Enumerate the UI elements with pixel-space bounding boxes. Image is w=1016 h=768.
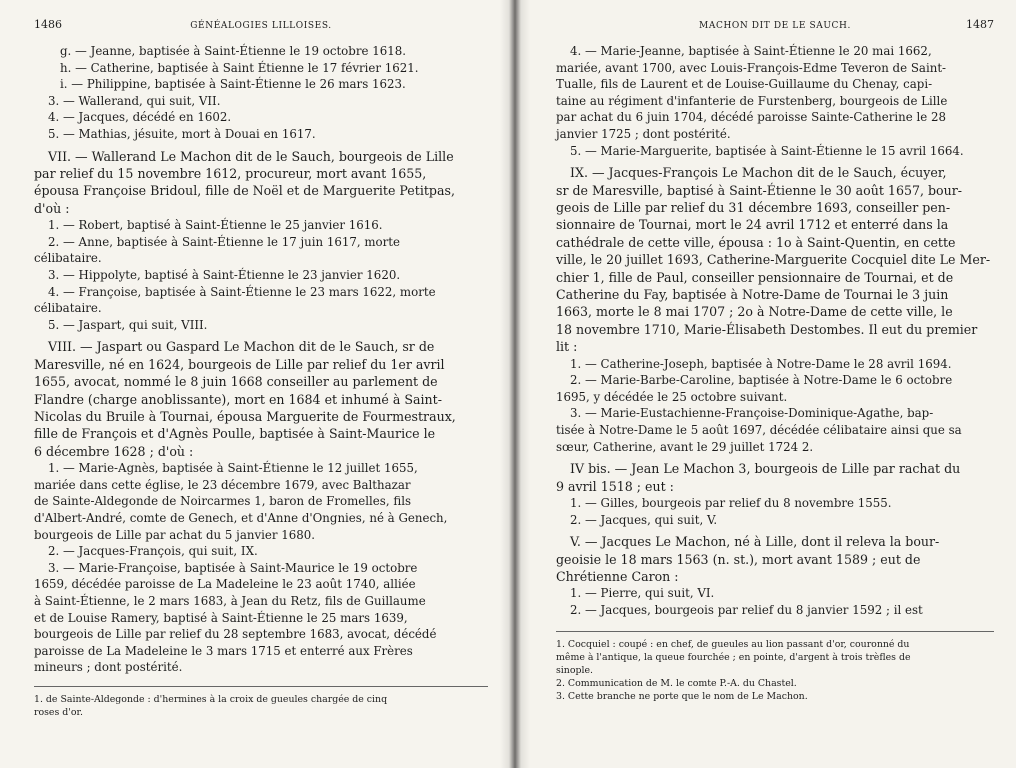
text-line: 3. — Marie-Françoise, baptisée à Saint-Maurice le 19 octobre <box>48 560 418 575</box>
left-body <box>34 43 488 676</box>
text-line: mariée, avant 1700, avec Louis-François-Edme Teveron de Saint- <box>556 60 947 75</box>
text-line: célibataire. <box>34 251 102 266</box>
text-line: 1. — Catherine-Joseph, baptisée à Notre-Dame le 28 avril 1694. <box>570 356 952 371</box>
text-line: i. — Philippine, baptisée à Saint-Étienne le 26 mars 1623. <box>60 77 406 92</box>
text-line: épousa Françoise Bridoul, fille de Noël et de Marguerite Petitpas, <box>34 183 455 199</box>
text-line: bourgeois de Lille par achat du 5 janvier 1680. <box>34 527 316 542</box>
text-line: 9 avril 1518 ; eut : <box>556 478 674 494</box>
text-line: 6 décembre 1628 ; d'où : <box>34 443 194 459</box>
text-line: d'Albert-André, comte de Genech, et d'Anne d'Ongnies, né à Genech, <box>34 510 448 525</box>
text-line: 1. — Gilles, bourgeois par relief du 8 novembre 1555. <box>570 496 892 510</box>
text-line: sr de Maresville, baptisé à Saint-Étienne le 30 août 1657, bour- <box>556 182 963 198</box>
text-line: à Saint-Étienne, le 2 mars 1683, à Jean du Retz, fils de Guillaume <box>34 593 426 608</box>
text-line: 1655, avocat, nommé le 8 juin 1668 conseiller au parlement de <box>34 374 438 390</box>
text-line: 1695, y décédée le 25 octobre suivant. <box>556 389 788 404</box>
left-running-head <box>34 18 488 31</box>
text-line: sœur, Catherine, avant le 29 juillet 1724 2. <box>556 439 814 454</box>
footnote-line: 1. de Sainte-Aldegonde : d'hermines à la croix de gueules chargée de cinq <box>34 693 388 705</box>
text-line: d'où : <box>34 200 70 216</box>
left-running-title: GÉNÉALOGIES LILLOISES. <box>190 21 332 31</box>
right-body <box>556 43 994 619</box>
text-line: 2. — Jacques, qui suit, V. <box>570 512 718 527</box>
text-line: par achat du 6 juin 1704, décédé paroisse Sainte-Catherine le 28 <box>556 110 946 125</box>
text-line: 5. — Mathias, jésuite, mort à Douai en 1617. <box>48 126 316 141</box>
text-line: 18 novembre 1710, Marie-Élisabeth Destombes. Il eut du premier <box>556 321 978 337</box>
text-line: ville, le 20 juillet 1693, Catherine-Marguerite Cocquiel dite Le Mer- <box>556 252 991 268</box>
text-line: 5. — Jaspart, qui suit, VIII. <box>48 317 208 332</box>
footnote-line: roses d'or. <box>34 706 83 718</box>
text-line: célibataire. <box>34 301 102 316</box>
text-line: 3. — Marie-Eustachienne-Françoise-Dominique-Agathe, bap- <box>570 406 934 421</box>
right-footnotes <box>556 638 994 703</box>
text-line: 2. — Jacques-François, qui suit, IX. <box>48 544 258 559</box>
text-line: par relief du 15 novembre 1612, procureur, mort avant 1655, <box>34 165 427 181</box>
text-line: 1663, morte le 8 mai 1707 ; 2o à Notre-Dame de cette ville, le <box>556 304 953 320</box>
right-page-number: 1487 <box>966 18 994 31</box>
left-footnote-rule <box>34 686 488 687</box>
text-line: 2. — Jacques, bourgeois par relief du 8 janvier 1592 ; il est <box>570 603 923 617</box>
text-line: V. — Jacques Le Machon, né à Lille, dont il releva la bour- <box>570 534 940 550</box>
text-line: mariée dans cette église, le 23 décembre 1679, avec Balthazar <box>34 477 411 492</box>
text-line: et de Louise Ramery, baptisé à Saint-Étienne le 25 mars 1639, <box>34 610 408 625</box>
text-line: mineurs ; dont postérité. <box>34 660 183 675</box>
text-line: 1. — Marie-Agnès, baptisée à Saint-Étienne le 12 juillet 1655, <box>48 461 418 476</box>
text-line: paroisse de La Madeleine le 3 mars 1715 et enterré aux Frères <box>34 643 413 658</box>
right-running-title: MACHON DIT DE LE SAUCH. <box>699 21 851 31</box>
text-line: janvier 1725 ; dont postérité. <box>556 126 731 141</box>
text-line: 2. — Marie-Barbe-Caroline, baptisée à Notre-Dame le 6 octobre <box>570 373 953 388</box>
text-line: VIII. — Jaspart ou Gaspard Le Machon dit de le Sauch, sr de <box>48 339 435 355</box>
text-line: IX. — Jacques-François Le Machon dit de le Sauch, écuyer, <box>570 165 947 181</box>
text-line: geois de Lille par relief du 31 décembre 1693, conseiller pen- <box>556 199 951 215</box>
left-footnotes <box>34 693 488 719</box>
text-line: 1659, décédée paroisse de La Madeleine le 23 août 1740, alliée <box>34 577 416 592</box>
text-line: 3. — Wallerand, qui suit, VII. <box>48 93 221 108</box>
text-line: Chrétienne Caron : <box>556 569 679 584</box>
text-line: Catherine du Fay, baptisée à Notre-Dame de Tournai le 3 juin <box>556 287 949 302</box>
text-line: VII. — Wallerand Le Machon dit de le Sauch, bourgeois de Lille <box>48 148 454 164</box>
text-line: 2. — Anne, baptisée à Saint-Étienne le 17 juin 1617, morte <box>48 234 401 249</box>
book-gutter <box>500 0 530 768</box>
text-line: de Sainte-Aldegonde de Noircarmes 1, baron de Fromelles, fils <box>34 494 412 509</box>
text-line: 5. — Marie-Marguerite, baptisée à Saint-Étienne le 15 avril 1664. <box>570 143 964 158</box>
footnote-line: même à l'antique, la queue fourchée ; en pointe, d'argent à trois trèfles de <box>556 651 911 663</box>
right-page <box>508 0 1016 768</box>
text-line: taine au régiment d'infanterie de Furstenberg, bourgeois de Lille <box>556 93 948 108</box>
text-line: geoisie le 18 mars 1563 (n. st.), mort avant 1589 ; eut de <box>556 551 921 567</box>
text-line: IV bis. — Jean Le Machon 3, bourgeois de Lille par rachat du <box>570 461 961 477</box>
text-line: Flandre (charge anoblissante), mort en 1684 et inhumé à Saint- <box>34 391 442 407</box>
text-line: bourgeois de Lille par relief du 28 septembre 1683, avocat, décédé <box>34 627 437 642</box>
footnote-line: sinople. <box>556 664 594 676</box>
text-line: cathédrale de cette ville, épousa : 1o à Saint-Quentin, en cette <box>556 234 956 250</box>
text-line: Maresville, né en 1624, bourgeois de Lille par relief du 1er avril <box>34 356 445 372</box>
right-footnote-rule <box>556 631 994 632</box>
text-line: chier 1, fille de Paul, conseiller pensionnaire de Tournai, et de <box>556 269 954 285</box>
footnote-line: 2. Communication de M. le comte P.-A. du Chastel. <box>556 677 797 689</box>
text-line: fille de François et d'Agnès Poulle, baptisée à Saint-Maurice le <box>34 426 436 442</box>
text-line: Nicolas du Bruile à Tournai, épousa Marguerite de Fourmestraux, <box>34 408 456 424</box>
footnote-line: 3. Cette branche ne porte que le nom de Le Machon. <box>556 690 808 702</box>
left-page-number: 1486 <box>34 18 62 31</box>
text-line: g. — Jeanne, baptisée à Saint-Étienne le 19 octobre 1618. <box>60 44 406 58</box>
text-line: 1. — Pierre, qui suit, VI. <box>570 586 715 601</box>
text-line: 1. — Robert, baptisé à Saint-Étienne le 25 janvier 1616. <box>48 218 383 233</box>
text-line: 3. — Hippolyte, baptisé à Saint-Étienne le 23 janvier 1620. <box>48 267 401 282</box>
text-line: 4. — Françoise, baptisée à Saint-Étienne le 23 mars 1622, morte <box>48 284 436 299</box>
text-line: 4. — Marie-Jeanne, baptisée à Saint-Étienne le 20 mai 1662, <box>570 44 932 58</box>
right-running-head <box>556 18 994 31</box>
text-line: Tualle, fils de Laurent et de Louise-Guillaume du Chenay, capi- <box>556 77 933 92</box>
footnote-line: 1. Cocquiel : coupé : en chef, de gueules au lion passant d'or, couronné du <box>556 638 910 650</box>
text-line: lit : <box>556 339 578 355</box>
text-line: 4. — Jacques, décédé en 1602. <box>48 110 232 125</box>
text-line: h. — Catherine, baptisée à Saint Étienne le 17 février 1621. <box>60 60 419 75</box>
text-line: tisée à Notre-Dame le 5 août 1697, décédée célibataire ainsi que sa <box>556 423 962 437</box>
text-line: sionnaire de Tournai, mort le 24 avril 1712 et enterré dans la <box>556 217 949 233</box>
